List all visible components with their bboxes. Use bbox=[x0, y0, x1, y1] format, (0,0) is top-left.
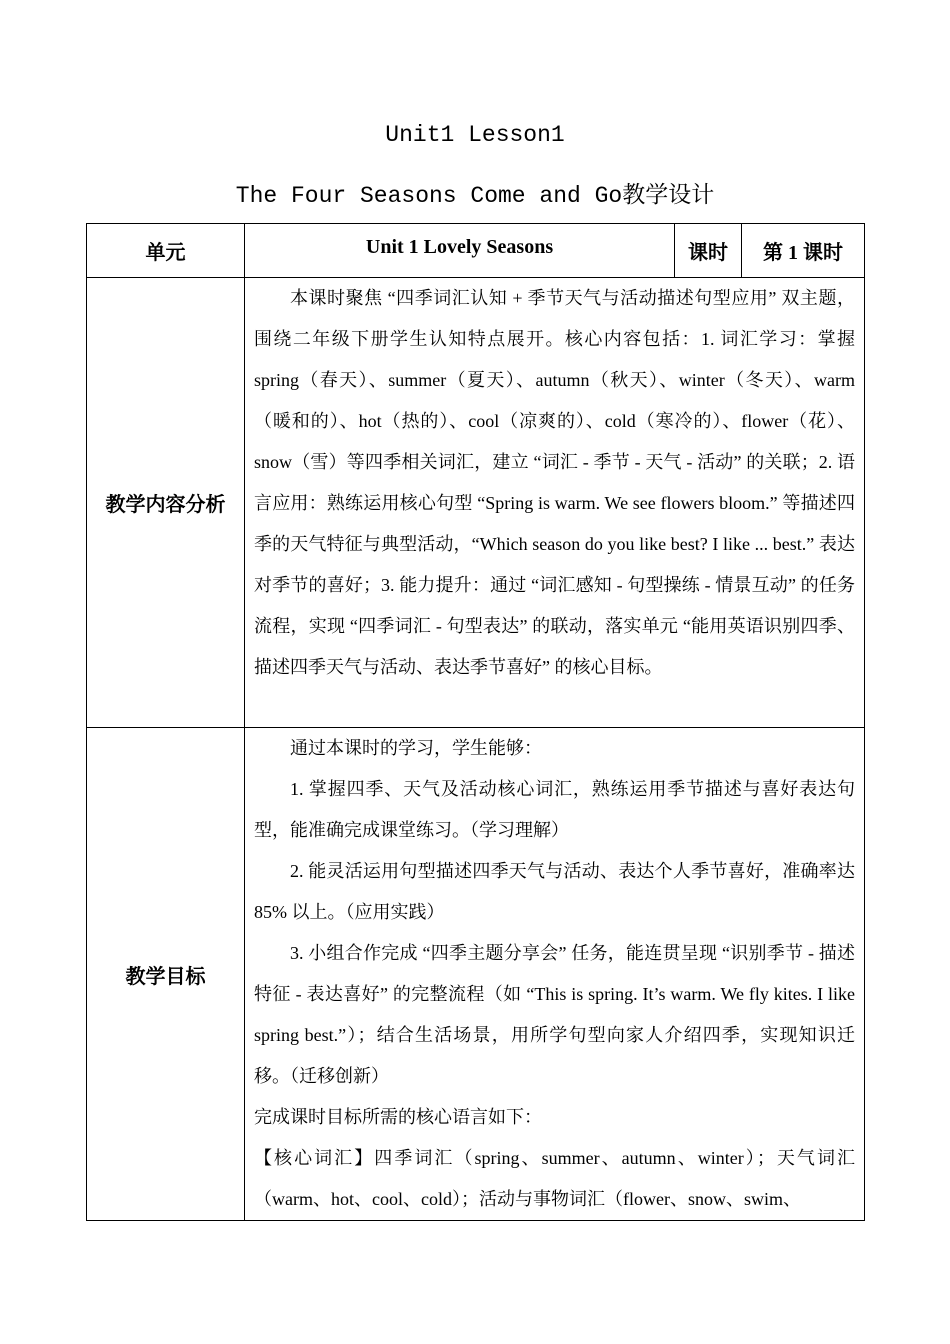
period-label: 课时 bbox=[675, 224, 742, 278]
content-analysis-label: 教学内容分析 bbox=[87, 278, 245, 728]
content-analysis-cell bbox=[245, 278, 865, 728]
objective-item-1: 1. 掌握四季、天气及活动核心词汇，熟练运用季节描述与喜好表达句型，能准确完成课堂练习。（学习理解） bbox=[254, 779, 855, 840]
table-row bbox=[87, 278, 865, 728]
content-analysis-text: 本课时聚焦 “四季词汇认知 + 季节天气与活动描述句型应用” 双主题，围绕二年级下册学生认知特点展开。核心内容包括：1. 词汇学习：掌握 spring（春天）、summer（夏天）、autumn（秋天）、winter（冬天）、warm（暖和的）、hot（热的）、cool（凉爽的）、cold（寒冷的）、flower（花）、snow（雪）等四季相关词汇，建立 “词汇 - 季节 - 天气 - 活动” 的关联；2. 语言应用：熟练运用核心句型 “Spring is warm. We see flowers bloom.” 等描述四季的天气特征与典型活动，“Which season do you like best? I like ... best.” 表达对季节的喜好；3. 能力提升：通过 “词汇感知 - 句型操练 - 情景互动” 的任务流程，实现 “四季词汇 - 句型表达” 的联动，落实单元 “能用英语识别四季、描述四季天气与活动、表达季节喜好” 的核心目标。 bbox=[254, 288, 855, 677]
period-value: 第 1 课时 bbox=[742, 224, 865, 278]
objectives-label: 教学目标 bbox=[87, 728, 245, 1221]
language-intro: 完成课时目标所需的核心语言如下： bbox=[254, 1107, 542, 1127]
document-title: Unit1 Lesson1 bbox=[385, 122, 565, 148]
table-row bbox=[87, 224, 865, 278]
document-subtitle: The Four Seasons Come and Go教学设计 bbox=[235, 183, 715, 209]
objectives-cell bbox=[245, 728, 865, 1221]
core-vocabulary: 【核心词汇】四季词汇（spring、summer、autumn、winter）；天气词汇（warm、hot、cool、cold）；活动与事物词汇（flower、snow、swim、 bbox=[254, 1148, 855, 1209]
objective-item-2: 2. 能灵活运用句型描述四季天气与活动、表达个人季节喜好，准确率达 85% 以上。（应用实践） bbox=[254, 861, 855, 922]
objectives-intro: 通过本课时的学习，学生能够： bbox=[290, 738, 542, 758]
unit-label: 单元 bbox=[87, 224, 245, 278]
unit-value: Unit 1 Lovely Seasons bbox=[245, 224, 675, 278]
table-row bbox=[87, 728, 865, 1221]
lesson-plan-table bbox=[86, 223, 865, 1221]
objective-item-3: 3. 小组合作完成 “四季主题分享会” 任务，能连贯呈现 “识别季节 - 描述特征 - 表达喜好” 的完整流程（如 “This is spring. It’s warm. We fly kites. I like spring best.”）；结合生活场景，用所学句型向家人介绍四季，实现知识迁移。（迁移创新） bbox=[254, 943, 855, 1086]
